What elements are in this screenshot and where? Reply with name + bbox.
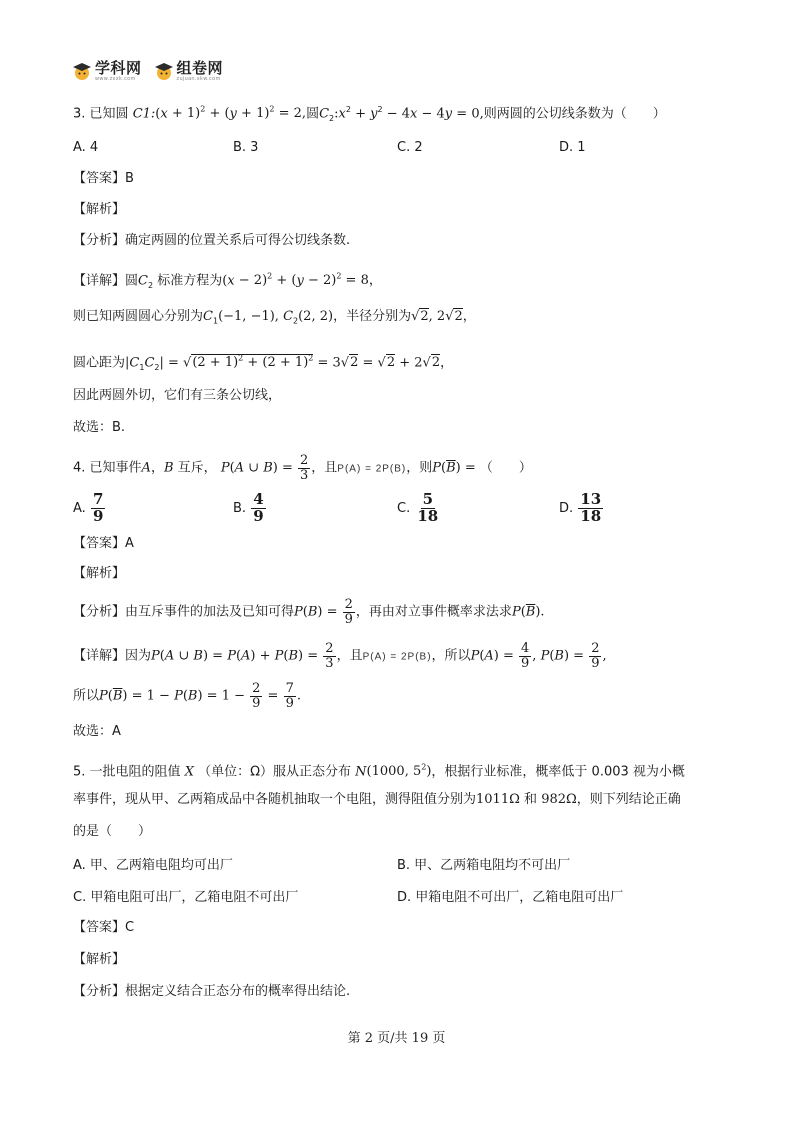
q4-condition: P(A) = 2P(B) — [337, 463, 407, 475]
logo1-sub: www.zxxk.com — [95, 75, 136, 82]
q5-line1-c: ，根据行业标准，概率低于 0.003 视为小概 — [431, 764, 685, 780]
q3-choose: 故选：B. — [73, 420, 126, 435]
q4-option-a-num: 7 — [92, 490, 104, 508]
q3-conclusion: 因此两圆外切，它们有三条公切线， — [73, 388, 282, 403]
q4-option-a-den: 9 — [92, 506, 104, 525]
q4-number: 4. 已知事件 — [73, 460, 142, 476]
header-logos — [72, 60, 223, 82]
q4-option-c-den: 18 — [417, 506, 439, 525]
q3-option-d[interactable]: D. 1 — [559, 140, 586, 155]
q3-distance-prefix: 圆心距为 — [73, 355, 126, 371]
q3-detail-prefix: 【详解】圆 — [73, 273, 139, 289]
q3-analysis-label: 【解析】 — [73, 202, 126, 217]
q4-and: ，且 — [311, 460, 338, 476]
q3-distance: 圆心距为$|C_1C_2| = √(2 + 1)^2 + (2 + 1)^2 = 3√2 = √2 + 2√2$， — [73, 354, 454, 372]
q5-stem-line2: 率事件，现从甲、乙两箱成品中各随机抽取一个电阻，测得阻值分别为1011Ω 和 982Ω，则下列结论正确 — [73, 792, 681, 807]
q5-option-a[interactable]: A. 甲、乙两箱电阻均可出厂 — [73, 858, 233, 873]
q5-stem-line3: 的是（ ） — [73, 824, 152, 839]
q5-line1-b: （单位：Ω）服从正态分布 — [198, 764, 352, 780]
q4-option-d[interactable] — [559, 492, 604, 525]
logo2-text: 组卷网 — [176, 58, 224, 77]
q3-detail-mid: 标准方程为 — [157, 273, 223, 289]
logo1-text: 学科网 — [95, 58, 142, 77]
q3-fenxi: 【分析】确定两圆的位置关系后可得公切线条数. — [73, 233, 351, 248]
scholar-cap-icon — [72, 61, 92, 81]
q4-option-b-label: B. — [233, 500, 247, 516]
q4-option-a-label: A. — [73, 500, 86, 516]
q4-fenxi-prefix: 【分析】由互斥事件的加法及已知可得 — [73, 604, 295, 620]
zujuan-logo — [154, 58, 224, 82]
q5-analysis-label: 【解析】 — [73, 952, 126, 967]
q4-answer: 【答案】A — [73, 536, 134, 551]
q4-detail-condition: P(A) = 2P(B) — [362, 651, 432, 663]
page-footer: 第 2 页/共 19 页 — [347, 1031, 446, 1046]
q3-stem: 3. 已知圆 C1:(x + $1)^2 + (y + 1)^2 = 2$,圆$C_2:x^2 + y^2 - 4x - 4y = 0$,则两圆的公切线条数为（ ） — [73, 105, 666, 123]
q3-question: 则两圆的公切线条数为（ ） — [483, 106, 666, 122]
q4-fenxi-mid: ，再由对立事件概率求法求 — [355, 604, 512, 620]
q5-answer: 【答案】C — [73, 920, 135, 935]
q4-given-fraction: $\frac{2}{3}$ — [300, 453, 309, 483]
q5-line1-a: 5. 一批电阻的阻值 — [73, 764, 181, 780]
q4-mutex: 互斥， — [177, 460, 217, 476]
q3-answer: 【答案】B — [73, 171, 134, 186]
q4-option-c-label: C. — [397, 500, 411, 516]
q4-option-b[interactable] — [233, 492, 267, 525]
q5-line2-a: 率事件，现从甲、乙两箱成品中各随机抽取一个电阻，测得阻值分别为 — [73, 792, 477, 807]
q4-option-d-den: 18 — [580, 506, 602, 525]
q4-stem: 4. 已知事件A，B 互斥， P(A ∪ B) = $\frac{2}{3}$ ，且P(A) = 2P(B)，则$P(\overline{B})$ = （ ） — [73, 453, 532, 483]
q4-option-d-label: D. — [559, 500, 574, 516]
q4-fenxi: 【分析】由互斥事件的加法及已知可得P(B) = $\frac{2}{9}$ ，再由对立事件概率求法求$P(\overline{B})$. — [73, 597, 545, 627]
q3-option-a[interactable]: A. 4 — [73, 140, 99, 155]
q4-option-d-num: 13 — [580, 490, 602, 508]
q5-line2-b: 和 — [524, 792, 538, 807]
q4-choose: 故选：A — [73, 724, 121, 739]
q5-option-b[interactable]: B. 甲、乙两箱电阻均不可出厂 — [397, 858, 571, 873]
q3-radii-prefix: ，半径分别为 — [333, 309, 412, 324]
q4-detail-prefix: 【详解】因为 — [73, 648, 152, 664]
q3-option-b[interactable]: B. 3 — [233, 140, 259, 155]
q4-option-c[interactable] — [397, 492, 441, 525]
q5-stem-line1: 5. 一批电阻的阻值 X （单位：Ω）服从正态分布 N(1000, $5^2$)，根据行业标准，概率低于 0.003 视为小概 — [73, 763, 685, 780]
q4-detail: 【详解】因为P(A ∪ B) = P(A) + P(B) = $\frac{2}{3}$ ，且P(A) = 2P(B)，所以P(A) = $\frac{4}{9}$ , P(B) = $\frac{2}{9}$ , — [73, 641, 607, 671]
q3-detail: 【详解】圆$C_2$ 标准方程为$(x - 2)^2 + (y - 2)^2 = 8$， — [73, 272, 382, 290]
q3-centers: 则已知两圆圆心分别为$C_1(-1$, −1), $C_2(2$, 2)，半径分别为√2, 2√2， — [73, 309, 476, 326]
logo2-sub: zujuan.xkw.com — [176, 75, 221, 82]
q4-option-a[interactable] — [73, 492, 106, 525]
q5-fenxi: 【分析】根据定义结合正态分布的概率得出结论. — [73, 984, 351, 999]
q4-detail-so: ，所以 — [431, 648, 471, 664]
zxxk-logo — [72, 58, 142, 82]
q5-option-d[interactable]: D. 甲箱电阻不可出厂，乙箱电阻可出厂 — [397, 890, 624, 905]
q5-line2-c: ，则下列结论正确 — [576, 792, 681, 807]
q4-detail-and: ，且 — [336, 648, 363, 664]
q4-result: 所以$P(\overline{B}) = 1 - P(B) = 1$ − $\frac{2}{9}$ = $\frac{7}{9}$ . — [73, 681, 302, 711]
q3-option-c[interactable]: C. 2 — [397, 140, 423, 155]
q4-paren: （ ） — [479, 460, 532, 476]
q4-option-b-den: 9 — [253, 506, 264, 525]
q4-option-b-num: 4 — [253, 490, 264, 508]
q3-centers-prefix: 则已知两圆圆心分别为 — [73, 309, 204, 324]
q4-analysis-label: 【解析】 — [73, 566, 126, 581]
scholar-cap-icon — [154, 61, 174, 81]
q5-option-c[interactable]: C. 甲箱电阻可出厂，乙箱电阻不可出厂 — [73, 890, 299, 905]
q4-option-c-num: 5 — [422, 490, 434, 508]
q4-result-prefix: 所以 — [73, 688, 100, 704]
q3-number: 3. 已知圆 — [73, 106, 129, 122]
q3-c1-label: C1: — [132, 106, 156, 122]
q4-then: ，则 — [406, 460, 433, 476]
